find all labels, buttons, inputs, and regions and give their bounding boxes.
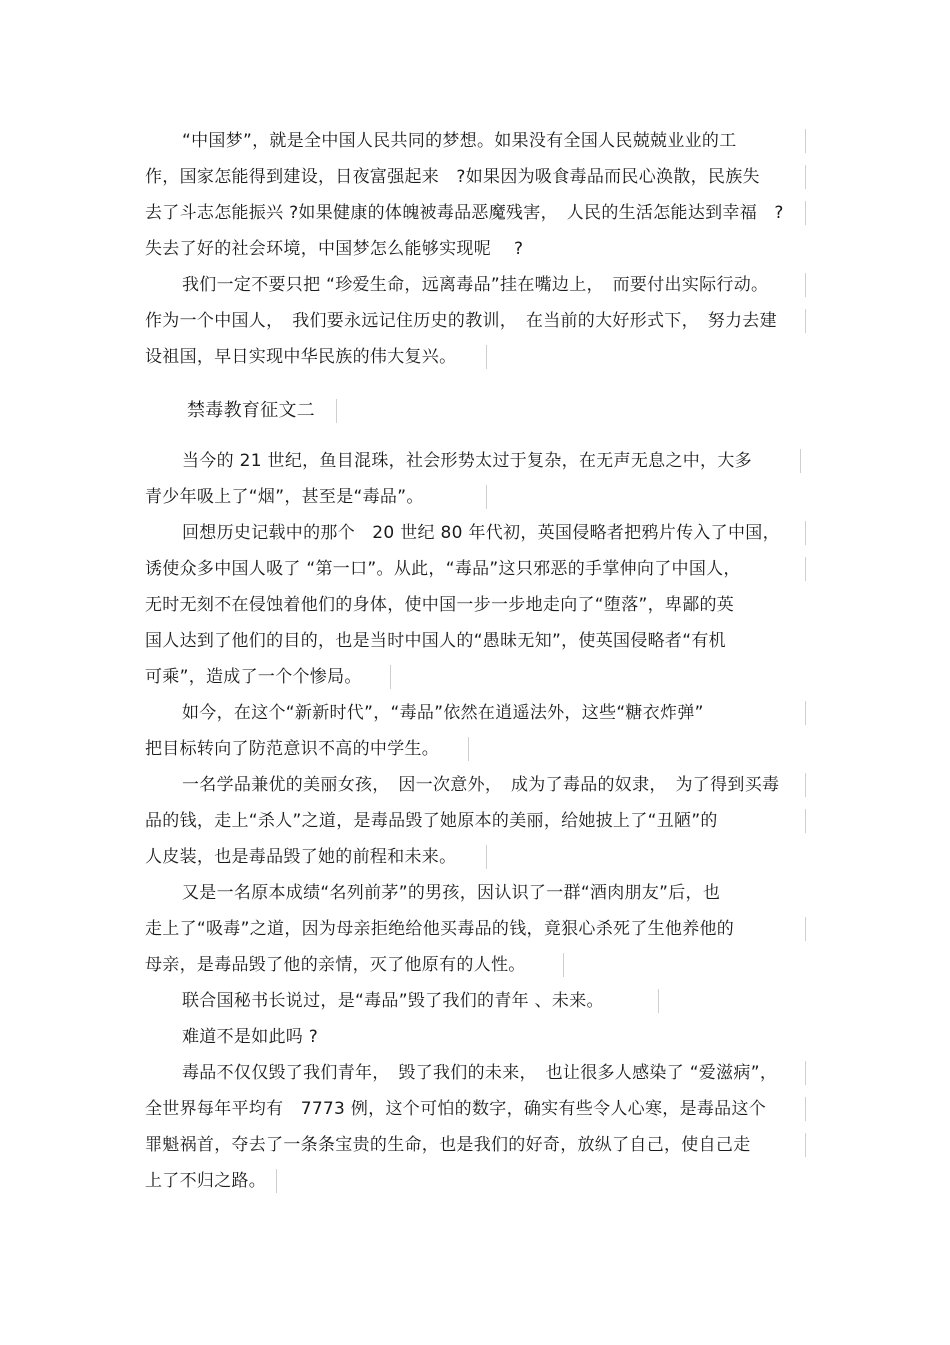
line-marker	[805, 129, 806, 153]
line-marker	[563, 953, 564, 977]
line-marker	[805, 1097, 806, 1121]
line-marker	[336, 399, 337, 423]
line-marker	[486, 845, 487, 869]
paragraph-line: 作，国家怎能得到建设，日夜富强起来 ?如果因为吸食毒品而民心涣散，民族失	[145, 167, 760, 187]
paragraph-line: 难道不是如此吗 ?	[182, 1027, 319, 1047]
line-marker	[276, 1169, 277, 1193]
paragraph-line: 母亲，是毒品毁了他的亲情，灭了他原有的人性。	[145, 955, 526, 975]
line-marker	[486, 345, 487, 369]
line-marker	[805, 201, 806, 225]
line-marker	[805, 521, 806, 545]
line-marker	[805, 1133, 806, 1157]
line-marker	[805, 165, 806, 189]
paragraph-line: 又是一名原本成绩“名列前茅”的男孩，因认识了一群“酒肉朋友”后，也	[182, 883, 721, 903]
paragraph-line: 毒品不仅仅毁了我们青年， 毁了我们的未来， 也让很多人感染了 “爱滋病”，	[182, 1063, 778, 1083]
line-marker	[658, 989, 659, 1013]
line-marker	[800, 449, 801, 473]
line-marker	[805, 809, 806, 833]
paragraph-line: 失去了好的社会环境，中国梦怎么能够实现呢 ?	[145, 239, 524, 259]
line-marker	[805, 773, 806, 797]
paragraph-line: 回想历史记载中的那个 20 世纪 80 年代初，英国侵略者把鸦片传入了中国，	[182, 523, 780, 543]
paragraph-line: 去了斗志怎能振兴 ?如果健康的体魄被毒品恶魔残害， 人民的生活怎能达到幸福 ?	[145, 203, 784, 223]
paragraph-line: 诱使众多中国人吸了 “第一口”。从此，“毒品”这只邪恶的手掌伸向了中国人，	[145, 559, 741, 579]
paragraph-line: 走上了“吸毒”之道，因为母亲拒绝给他买毒品的钱，竟狠心杀死了生他养他的	[145, 919, 735, 939]
line-marker	[805, 309, 806, 333]
paragraph-line: 上了不归之路。	[145, 1171, 267, 1191]
line-marker	[486, 485, 487, 509]
line-marker	[805, 1061, 806, 1085]
paragraph-line: 国人达到了他们的目的，也是当时中国人的“愚昧无知”，使英国侵略者“有机	[145, 631, 726, 651]
line-marker	[805, 557, 806, 581]
paragraph-line: “中国梦”，就是全中国人民共同的梦想。如果没有全国人民兢兢业业的工	[182, 131, 737, 151]
paragraph-line: 如今，在这个“新新时代”，“毒品”依然在逍遥法外，这些“糖衣炸弹”	[182, 703, 704, 723]
paragraph-line: 品的钱，走上“杀人”之道，是毒品毁了她原本的美丽，给她披上了“丑陋”的	[145, 811, 718, 831]
paragraph-line: 人皮装，也是毒品毁了她的前程和未来。	[145, 847, 457, 867]
line-marker	[805, 273, 806, 297]
paragraph-line: 青少年吸上了“烟”，甚至是“毒品”。	[145, 487, 424, 507]
section-heading: 禁毒教育征文二	[187, 400, 316, 421]
paragraph-line: 把目标转向了防范意识不高的中学生。	[145, 739, 440, 759]
paragraph-line: 设祖国，早日实现中华民族的伟大复兴。	[145, 347, 457, 367]
paragraph-line: 无时无刻不在侵蚀着他们的身体，使中国一步一步地走向了“堕落”，卑鄙的英	[145, 595, 735, 615]
paragraph-line: 一名学品兼优的美丽女孩， 因一次意外， 成为了毒品的奴隶， 为了得到买毒	[182, 775, 780, 795]
paragraph-line: 可乘”，造成了一个个惨局。	[145, 667, 362, 687]
paragraph-line: 联合国秘书长说过，是“毒品”毁了我们的青年 、未来。	[182, 991, 604, 1011]
line-marker	[805, 917, 806, 941]
line-marker	[468, 737, 469, 761]
paragraph-line: 我们一定不要只把 “珍爱生命，远离毒品”挂在嘴边上， 而要付出实际行动。	[182, 275, 769, 295]
paragraph-line: 当今的 21 世纪，鱼目混珠，社会形势太过于复杂，在无声无息之中，大多	[182, 451, 752, 471]
paragraph-line: 作为一个中国人， 我们要永远记住历史的教训， 在当前的大好形式下， 努力去建	[145, 311, 777, 331]
line-marker	[805, 701, 806, 725]
paragraph-line: 罪魁祸首，夺去了一条条宝贵的生命，也是我们的好奇，放纵了自己，使自己走	[145, 1135, 751, 1155]
paragraph-line: 全世界每年平均有 7773 例，这个可怕的数字，确实有些令人心寒，是毒品这个	[145, 1099, 767, 1119]
line-marker	[390, 665, 391, 689]
